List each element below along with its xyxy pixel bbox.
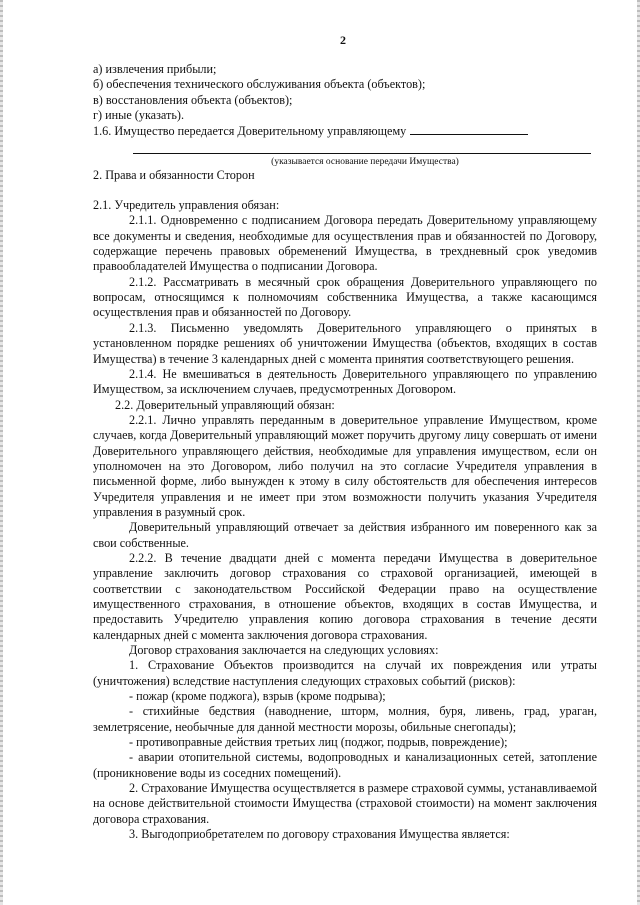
clause-2-1-4: 2.1.4. Не вмешиваться в деятельность Доверительного управляющего по управлению Имуществом, за исключением случаев, предусмотренных Договором. <box>93 366 597 397</box>
page-number: 2 <box>340 33 346 47</box>
list-item-a: а) извлечения прибыли; <box>93 62 217 76</box>
clause-2-1-2: 2.1.2. Рассматривать в месячный срок обращения Доверительного управляющего по вопросам, относящимся к полномочиям собственника Имущества, а также касающимся осуществления прав и обязанностей по Договору. <box>93 274 597 320</box>
insurance-term-2: 2. Страхование Имущества осуществляется в размере страховой суммы, устанавливаемой на основе действительной стоимости Имущества (страховой стоимости) на момент заключения договора страхования. <box>93 781 597 826</box>
clause-2-2-1: 2.2.1. Лично управлять переданным в доверительное управление Имуществом, кроме случаев, когда Доверительный управляющий может поручить другому лицу совершать от имени Доверительного управляющего действия, необходимые для управления имуществом, если он уполномочен на это Договором, либо получил на это согласие Учредителя управления в письменной форме, либо вынужден к этому в силу обстоятельств для обеспечения интересов Учредителя управления и не имеет при этом возможности получить указания Учредителя управления в разумный срок. <box>93 412 597 519</box>
risk-fire: - пожар (кроме поджога), взрыв (кроме подрыва); <box>129 689 386 704</box>
liability-paragraph: Доверительный управляющий отвечает за действия избранного им поверенного как за свои собственные. <box>93 520 597 550</box>
clause-2-2-2: 2.2.2. В течение двадцати дней с момента передачи Имущества в доверительное управление заключить договор страхования со страховой организацией, имеющей в соответствии с законодательством Российской Федерации право на осуществление имущественного страхования, в отношение объектов, входящих в состав Имущества, и предоставить Учредителю управления копию договора страхования в течение десяти календарных дней с момента заключения договора страхования. <box>93 550 597 642</box>
clause-2-1-1: 2.1.1. Одновременно с подписанием Договора передать Доверительному управляющему все документы и сведения, необходимые для осуществления прав и обязанностей по Договору, содержащие перечень правовых обременений Имущества, в трехдневный срок уведомив правообладателей Имущества о подписании Договора. <box>93 213 597 274</box>
list-item-v: в) восстановления объекта (объектов); <box>93 92 293 107</box>
insurance-term-3: 3. Выгодоприобретателем по договору страхования Имущества является: <box>129 827 510 842</box>
clause-2-2: 2.2. Доверительный управляющий обязан: <box>115 397 335 412</box>
risk-utility-accidents: - аварии отопительной системы, водопроводных и канализационных сетей, затопление (проникновение воды из соседних помещений). <box>93 750 597 780</box>
list-item-b: б) обеспечения технического обслуживания объекта (объектов); <box>93 77 426 92</box>
insurance-term-1: 1. Страхование Объектов производится на случай их повреждения или утраты (уничтожения) вследствие наступления следующих страховых событий (рисков): <box>93 658 597 688</box>
clause-1-6-text: 1.6. Имущество передается Доверительному управляющему <box>93 124 407 139</box>
clause-1-6 <box>93 123 597 139</box>
document-page <box>93 0 597 843</box>
insurance-terms-intro: Договор страхования заключается на следующих условиях: <box>129 643 439 658</box>
transfer-basis-caption: (указывается основание передачи Имущества) <box>271 156 459 167</box>
clause-1-6-blank <box>410 123 528 135</box>
section-2-title: 2. Права и обязанности Сторон <box>93 167 255 182</box>
transfer-basis-blank <box>133 140 591 154</box>
clause-2-1-3: 2.1.3. Письменно уведомлять Доверительного управляющего о принятых в установленном порядке решениях об уничтожении Имущества (объектов, входящих в состав Имущества) в течение 3 календарных дней с момента принятия соответствующего решения. <box>93 320 597 366</box>
spacer <box>93 183 597 198</box>
risk-natural-disasters: - стихийные бедствия (наводнение, шторм, молния, буря, ливень, град, ураган, землетрясение, необычные для данной местности морозы, обильные снегопады); <box>93 704 597 734</box>
list-item-g: г) иные (указать). <box>93 108 184 123</box>
scan-edge-left <box>0 0 3 905</box>
risk-third-party-actions: - противоправные действия третьих лиц (поджог, подрыв, повреждение); <box>129 735 508 750</box>
clause-2-1: 2.1. Учредитель управления обязан: <box>93 198 280 213</box>
